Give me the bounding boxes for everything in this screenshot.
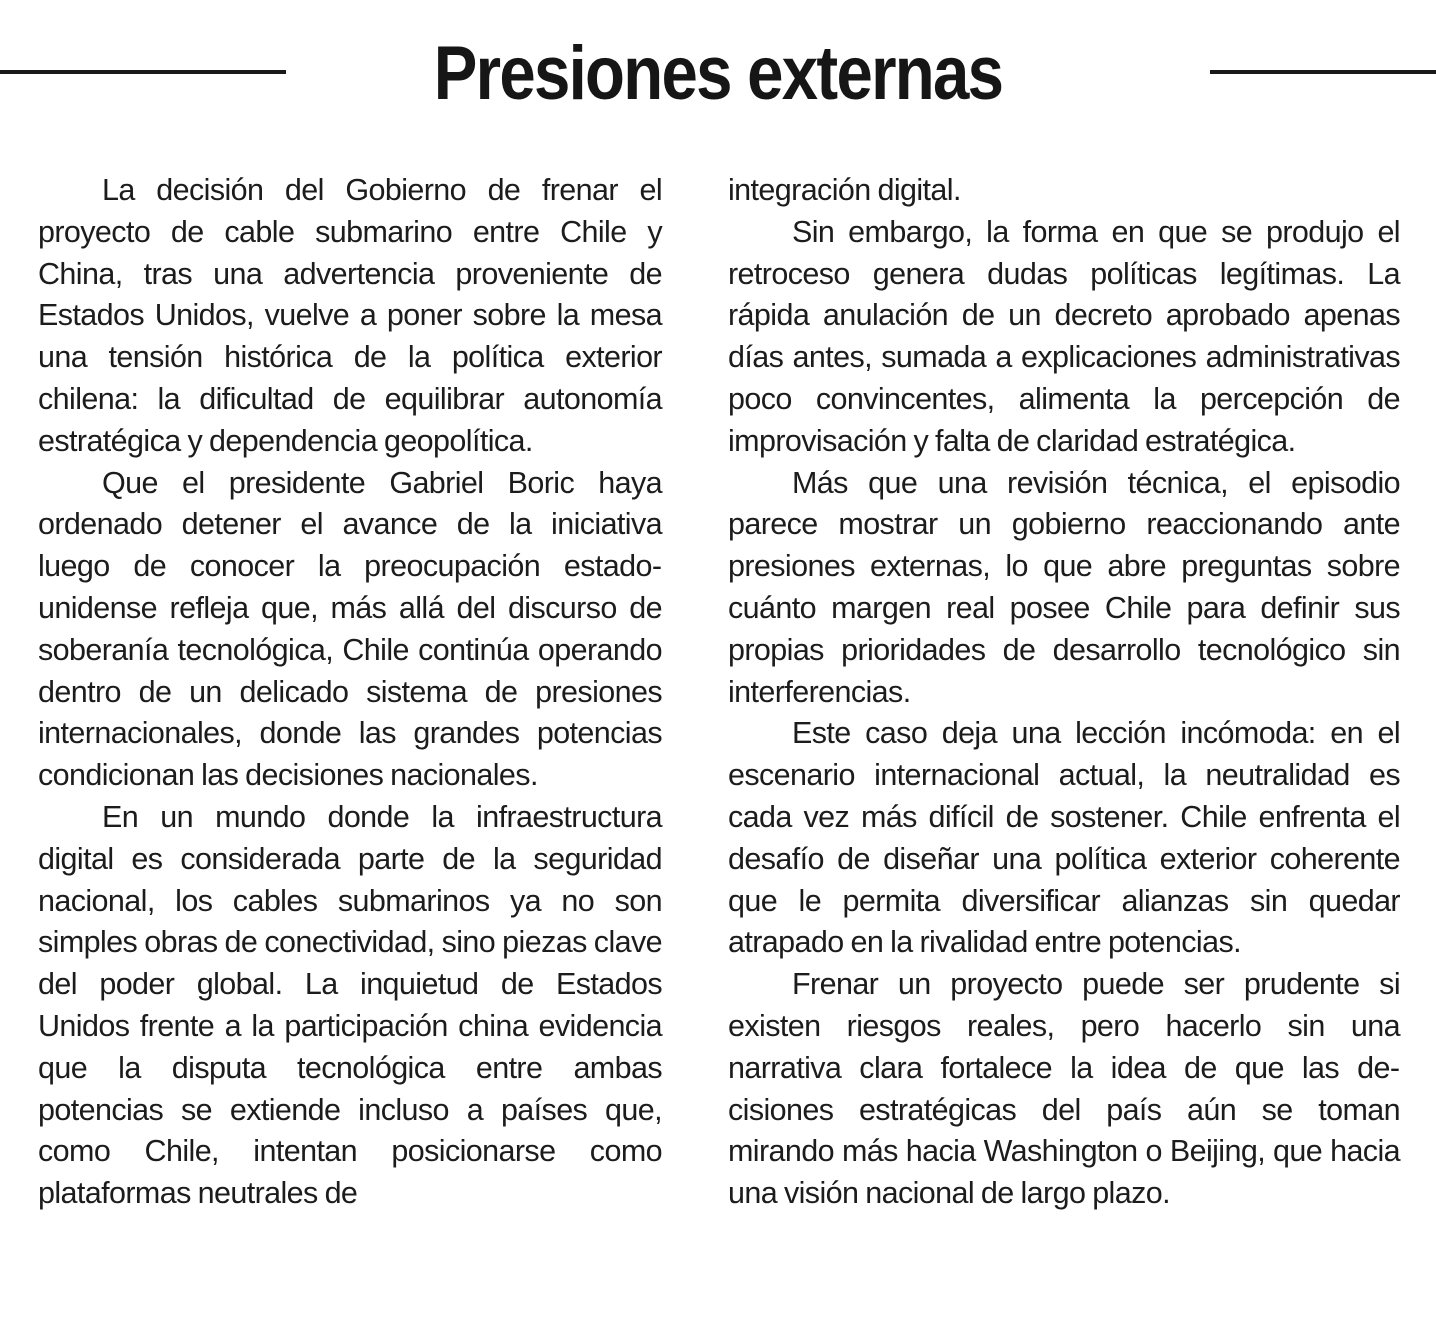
article-title: Presiones externas bbox=[433, 31, 1003, 116]
title-rule-right bbox=[1210, 70, 1436, 74]
paragraph: Que el presidente Gabriel Boric haya ordenado detener el avance de la iniciativa luego de conocer la preocupación estadounidense refleja que, más allá del discurso de soberanía tecnológica, Chile continúa operando dentro de un delicado sistema de presiones internacionales, donde las grandes potencias condicionan las decisiones nacionales. bbox=[38, 465, 662, 793]
paragraph: Frenar un proyecto puede ser prudente si existen riesgos reales, pero hacerlo sin una narrativa clara fortalece la idea de que las decisiones estratégicas del país aún se toman mirando más hacia Washington o Beijing, que hacia una visión nacional de largo plazo. bbox=[728, 967, 1400, 1211]
paragraph: En un mundo donde la infraestructura digital es considerada parte de la seguridad nacional, los cables submarinos ya no son simples obras de conectividad, sino piezas clave del poder global. La inquietud de Estados Unidos frente a la participación china evidencia que la disputa tecnológica entre ambas potencias se extiende incluso a países que, como Chile, intentan posicionarse como plataformas neutrales de bbox=[38, 799, 662, 1211]
title-rule-left bbox=[0, 70, 286, 74]
paragraph: Sin embargo, la forma en que se produjo el retroceso genera dudas políticas legítimas. La rápida anulación de un decreto aprobado apenas días antes, sumada a explicaciones administrativas poco convincentes, alimenta la percepción de improvisación y falta de claridad estratégica. bbox=[728, 214, 1400, 458]
paragraph-continuation: integración digital. bbox=[728, 173, 961, 207]
left-column bbox=[38, 170, 662, 1215]
paragraph: La decisión del Gobierno de frenar el proyecto de cable submarino entre Chile y China, tras una advertencia proveniente de Estados Unidos, vuelve a poner sobre la mesa una tensión histórica de la política exterior chilena: la dificultad de equilibrar autonomía estratégica y dependencia geopolítica. bbox=[38, 173, 662, 458]
right-column bbox=[728, 170, 1400, 1215]
paragraph: Más que una revisión técnica, el episodio parece mostrar un gobierno reaccionando ante presiones externas, lo que abre preguntas sobre cuánto margen real posee Chile para definir sus propias prioridades de desarrollo tecnológico sin interferencias. bbox=[728, 465, 1400, 709]
paragraph: Este caso deja una lección incómoda: en el escenario internacional actual, la neutralidad es cada vez más difícil de sostener. Chile enfrenta el desafío de diseñar una política exterior coherente que le permita diversificar alianzas sin quedar atrapado en la rivalidad entre potencias. bbox=[728, 716, 1400, 960]
article-header bbox=[0, 22, 1436, 126]
